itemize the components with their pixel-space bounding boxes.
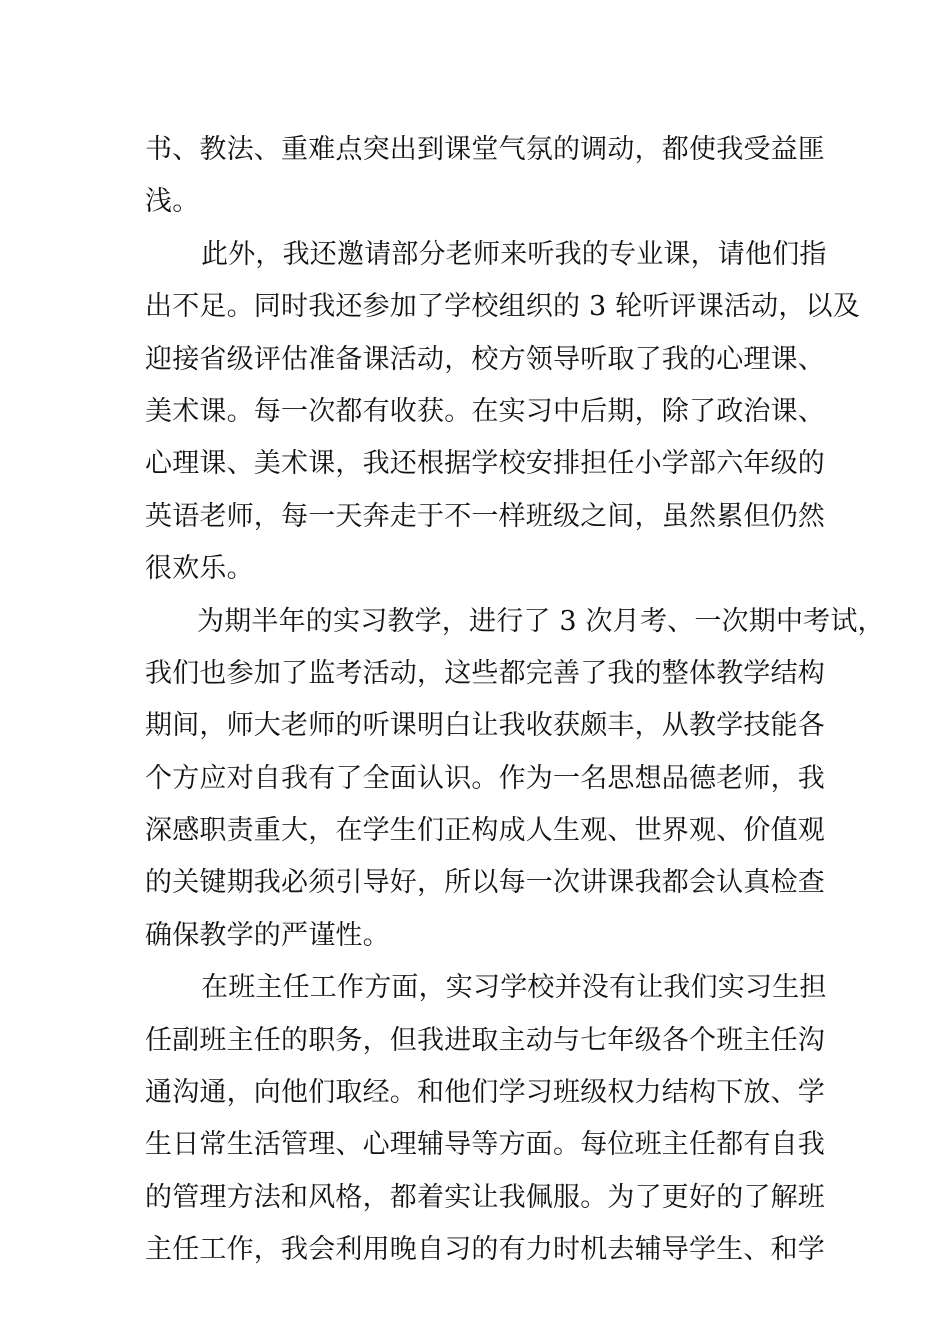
text-line: 任副班主任的职务，但我进取主动与七年级各个班主任沟 <box>145 1024 825 1056</box>
text-line: 的关键期我必须引导好，所以每一次讲课我都会认真检查 <box>145 867 825 899</box>
text-line: 美术课。每一次都有收获。在实习中后期，除了政治课、 <box>145 395 825 427</box>
text-line: 书、教法、重难点突出到课堂气氛的调动，都使我受益匪 <box>145 134 825 165</box>
text-line: 通沟通，向他们取经。和他们学习班级权力结构下放、学 <box>145 1077 825 1109</box>
text-line: 很欢乐。 <box>145 553 254 585</box>
document-body <box>145 124 885 1277</box>
text-line: 个方应对自我有了全面认识。作为一名思想品德老师，我 <box>145 762 825 794</box>
paragraph-start-line: 此外，我还邀请部分老师来听我的专业课，请他们指 <box>201 238 827 270</box>
text-line: 迎接省级评估准备课活动，校方领导听取了我的心理课、 <box>145 343 825 375</box>
text-line: 主任工作，我会利用晚自习的有力时机去辅导学生、和学 <box>145 1234 825 1266</box>
text-line: 心理课、美术课，我还根据学校安排担任小学部六年级的 <box>145 448 825 480</box>
text-line: 出不足。同时我还参加了学校组织的 3 轮听评课活动，以及 <box>145 291 860 323</box>
text-line: 确保教学的严谨性。 <box>145 919 390 951</box>
text-line: 我们也参加了监考活动，这些都完善了我的整体教学结构 <box>145 657 825 689</box>
text-line: 的管理方法和风格，都着实让我佩服。为了更好的了解班 <box>145 1181 825 1213</box>
text-line: 深感职责重大，在学生们正构成人生观、世界观、价值观 <box>145 815 825 847</box>
text-line: 英语老师，每一天奔走于不一样班级之间，虽然累但仍然 <box>145 500 825 532</box>
paragraph-start-line: 在班主任工作方面，实习学校并没有让我们实习生担 <box>201 972 827 1004</box>
text-line: 期间，师大老师的听课明白让我收获颇丰，从教学技能各 <box>145 710 825 742</box>
paragraph-start-line: 为期半年的实习教学，进行了 3 次月考、一次期中考试， <box>197 605 885 637</box>
text-line: 浅。 <box>145 186 200 218</box>
text-line: 生日常生活管理、心理辅导等方面。每位班主任都有自我 <box>145 1129 825 1161</box>
